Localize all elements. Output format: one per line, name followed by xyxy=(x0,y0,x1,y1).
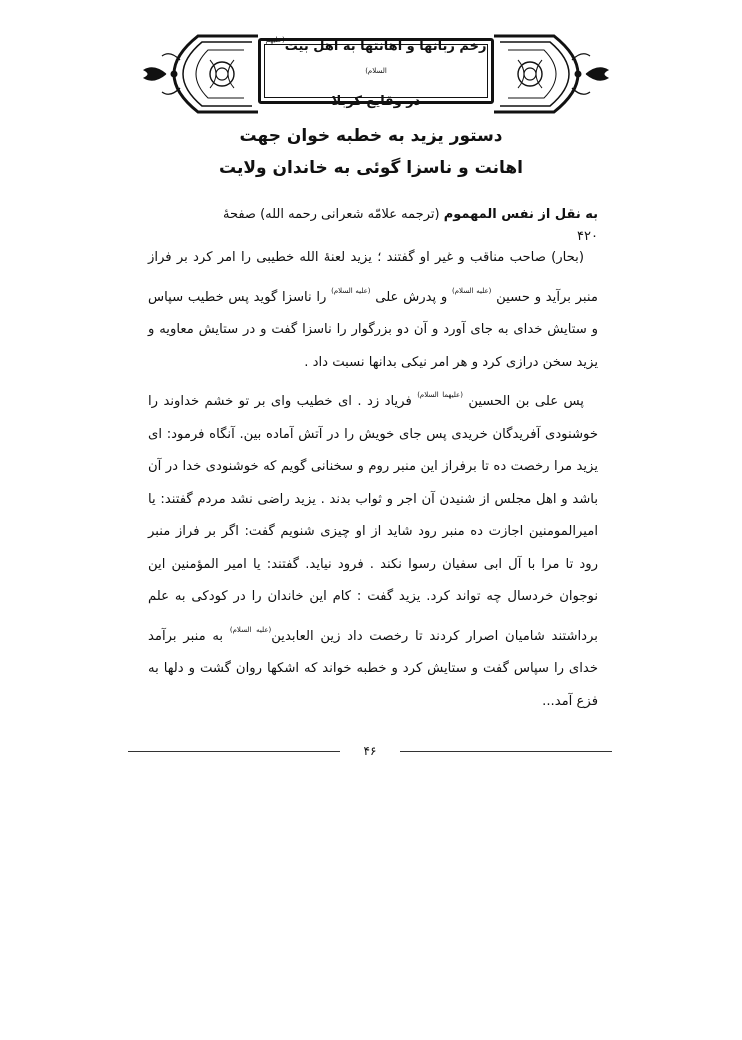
chapter-title-line-1: دستور یزید به خطبه خوان جهت xyxy=(239,126,503,146)
paragraph-2-part-a: پس علی بن الحسین xyxy=(468,394,584,409)
body-text xyxy=(148,242,598,718)
source-citation-bold: به نقل از نفس المهموم xyxy=(443,207,598,222)
footer-rule-right xyxy=(400,751,612,752)
footer-rule-left xyxy=(128,751,340,752)
source-citation-rest: (ترجمه علامّه شعرانی رحمه الله) صفحهٔ ۴۲۰ xyxy=(222,207,598,244)
left-ornament-icon xyxy=(144,36,258,112)
honorific-note: (علیهما السلام) xyxy=(417,391,463,399)
chapter-title-line-2: اهانت و ناسزا گوئی به خاندان ولایت xyxy=(219,158,523,178)
paragraph-2 xyxy=(148,379,598,718)
right-ornament-icon xyxy=(494,36,608,112)
paragraph-1 xyxy=(148,242,598,379)
paragraph-2-part-c: به منبر برآمد خدای را سپاس گفت و ستایش کرد و خطبه خواند که اشکها روان گشت و دلها به فزع آمد... xyxy=(148,628,598,709)
page-header xyxy=(140,30,612,118)
honorific-note: (علیه السلام) xyxy=(229,625,272,634)
header-text-1: زخم زبانها و اهانتها به اهل بیت xyxy=(284,39,487,54)
chapter-title xyxy=(110,120,632,184)
paragraph-1-part-a: (بحار) صاحب مناقب و غیر او گفتند ؛ یزید لعنهٔ الله خطیبی را امر کرد بر فراز منبر برآید و حسین xyxy=(148,250,598,305)
header-title-box xyxy=(258,36,494,109)
header-honorific: (علیهم السلام) xyxy=(265,36,387,75)
page-number: ۴۶ xyxy=(363,744,377,758)
honorific-note: (علیه السلام) xyxy=(451,286,492,295)
header-line-2: در وقایع کربلا xyxy=(331,94,421,109)
paragraph-1-part-b: و پدرش علی xyxy=(375,289,448,305)
paragraph-2-part-b: فریاد زد . ای خطیب وای بر تو خشم خداوند را خوشنودی آفریدگان خریدی پس جای خویش را در آتش آماده بین. آنگاه فرمود: ای یزید مرا رخصت ده تا برفراز این منبر روم و سخنانی گویم که خوشنودی خدا در آن باشد و اهل مجلس از شنیدن آن اجر و ثواب بدند . یزید راضی نشد مردم گفتند: یا امیرالمومنین اجازت ده منبر رود شاید از او چیزی شنویم گفت: اگر بر فراز منبر رود تا مرا با آل ابی سفیان رسوا نکند . فرود نیاید. گفتند: یا امیر المؤمنین این نوجوان خردسال چه تواند کرد. یزید گفت : کام این خاندان را در کودکی به علم برداشتند شامیان اصرار کردند تا رخصت داد زین العابدین xyxy=(148,394,598,644)
paragraph-1-part-c: را ناسزا گوید پس خطیب سپاس و ستایش خدای به جای آورد و آن دو بزرگوار را ناسزا گفت و در ستایش معاویه و یزید سخن درازی کرد و هر امر نیکی بدانها نسبت داد . xyxy=(148,289,598,370)
header-line-1 xyxy=(261,28,491,90)
honorific-note: (علیه السلام) xyxy=(331,286,371,295)
